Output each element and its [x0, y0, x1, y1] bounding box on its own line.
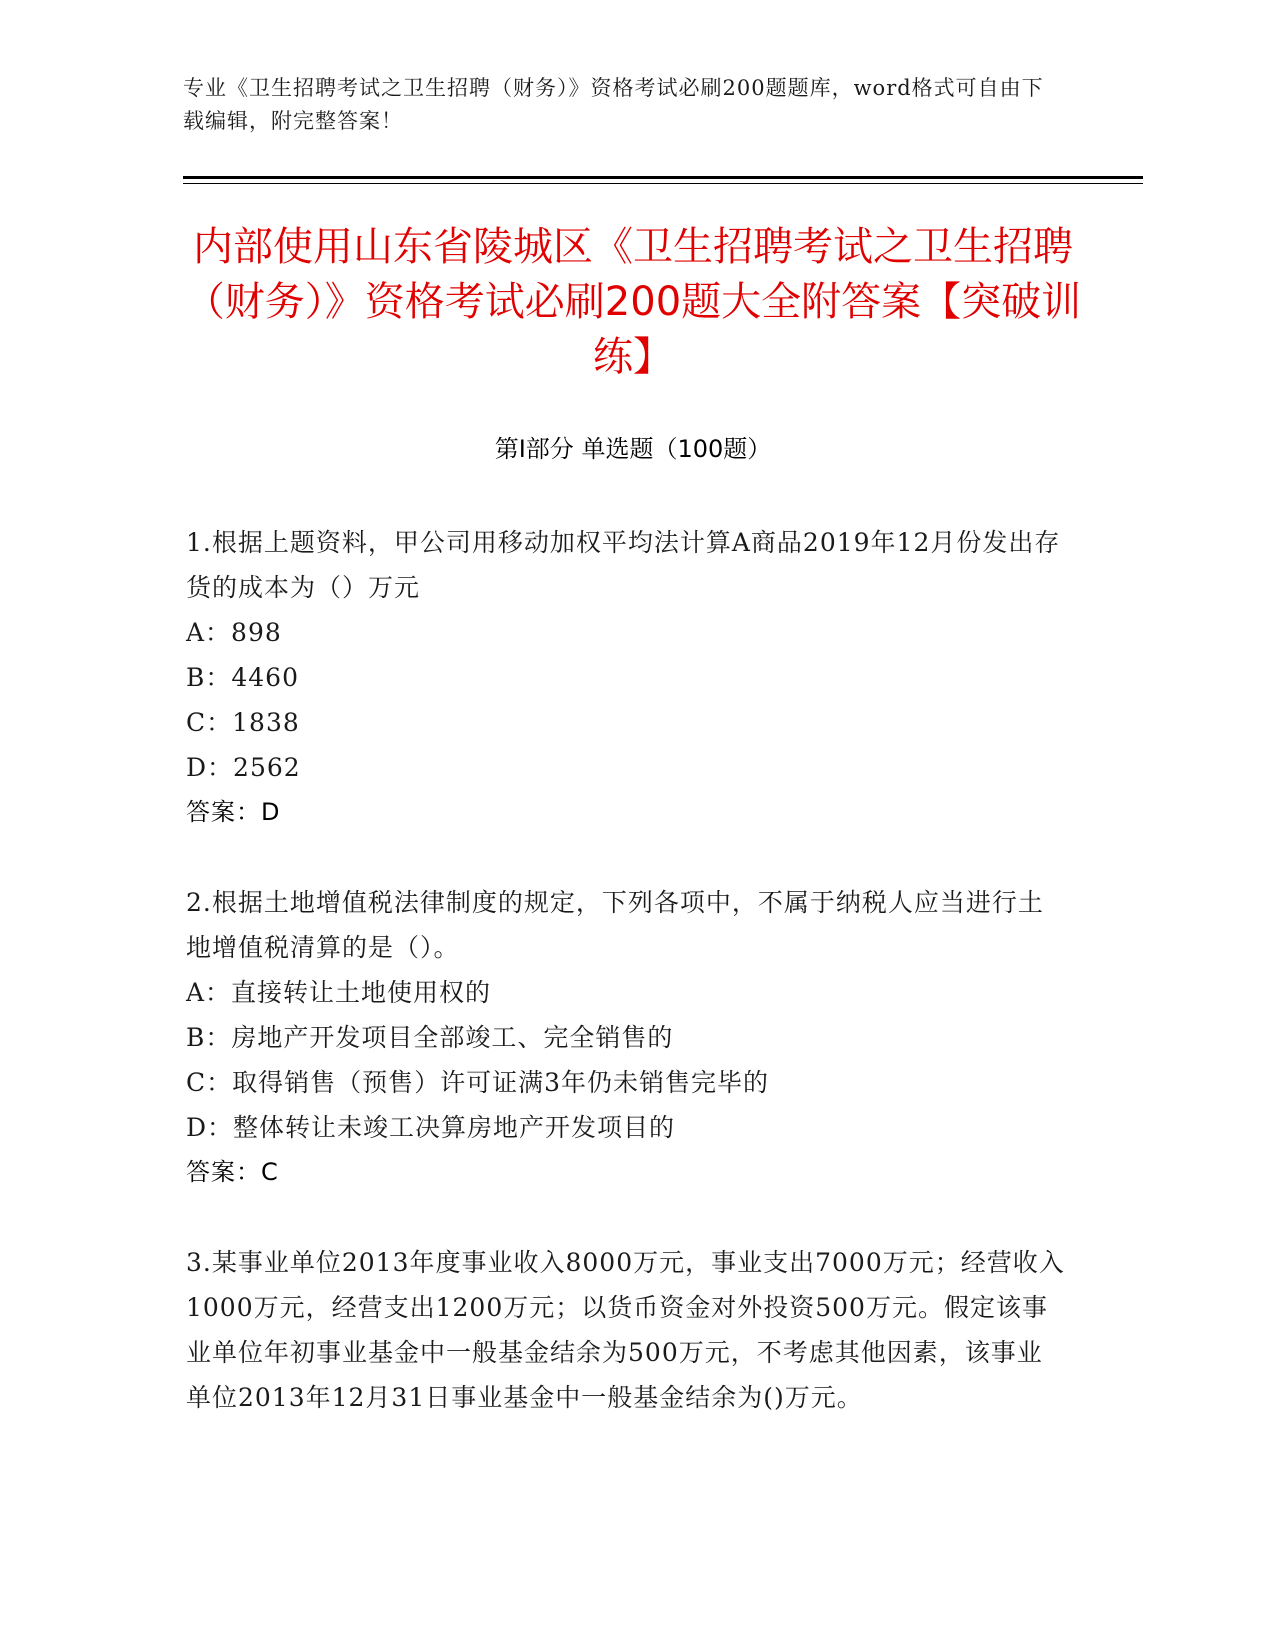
question-text: 2.根据土地增值税法律制度的规定，下列各项中，不属于纳税人应当进行土地增值税清算的是（）。 — [186, 888, 1044, 962]
question-2 — [186, 880, 1066, 1195]
question-text: 1.根据上题资料，甲公司用移动加权平均法计算A商品2019年12月份发出存货的成本为（）万元 — [186, 528, 1061, 602]
answer: 答案：C — [186, 1158, 279, 1186]
question-1 — [186, 520, 1066, 835]
option-d: D：整体转让未竣工决算房地产开发项目的 — [186, 1113, 676, 1142]
header-rule-thick — [183, 176, 1143, 179]
section-heading: 第Ⅰ部分 单选题（100题） — [494, 435, 772, 463]
option-b: B：4460 — [186, 663, 299, 692]
option-b: B：房地产开发项目全部竣工、完全销售的 — [186, 1023, 674, 1052]
header-note: 专业《卫生招聘考试之卫生招聘（财务）》资格考试必刷200题题库，word格式可自由下载编辑，附完整答案！ — [183, 76, 1044, 133]
option-c: C：取得销售（预售）许可证满3年仍未销售完毕的 — [186, 1068, 770, 1097]
option-c: C：1838 — [186, 708, 300, 737]
question-3 — [186, 1240, 1066, 1420]
document-title: 内部使用山东省陵城区《卫生招聘考试之卫生招聘（财务）》资格考试必刷200题大全附答案【突破训练】 — [184, 224, 1082, 380]
option-a: A：898 — [186, 618, 282, 647]
answer: 答案：D — [186, 798, 281, 826]
option-d: D：2562 — [186, 753, 301, 782]
question-text: 3.某事业单位2013年度事业收入8000万元，事业支出7000万元；经营收入1000万元，经营支出1200万元；以货币资金对外投资500万元。假定该事业单位年初事业基金中一般基金结余为500万元，不考虑其他因素，该事业单位2013年12月31日事业基金中一般基金结余为()万元。 — [186, 1248, 1065, 1412]
header-rule-thin — [183, 183, 1143, 184]
option-a: A：直接转让土地使用权的 — [186, 978, 492, 1007]
